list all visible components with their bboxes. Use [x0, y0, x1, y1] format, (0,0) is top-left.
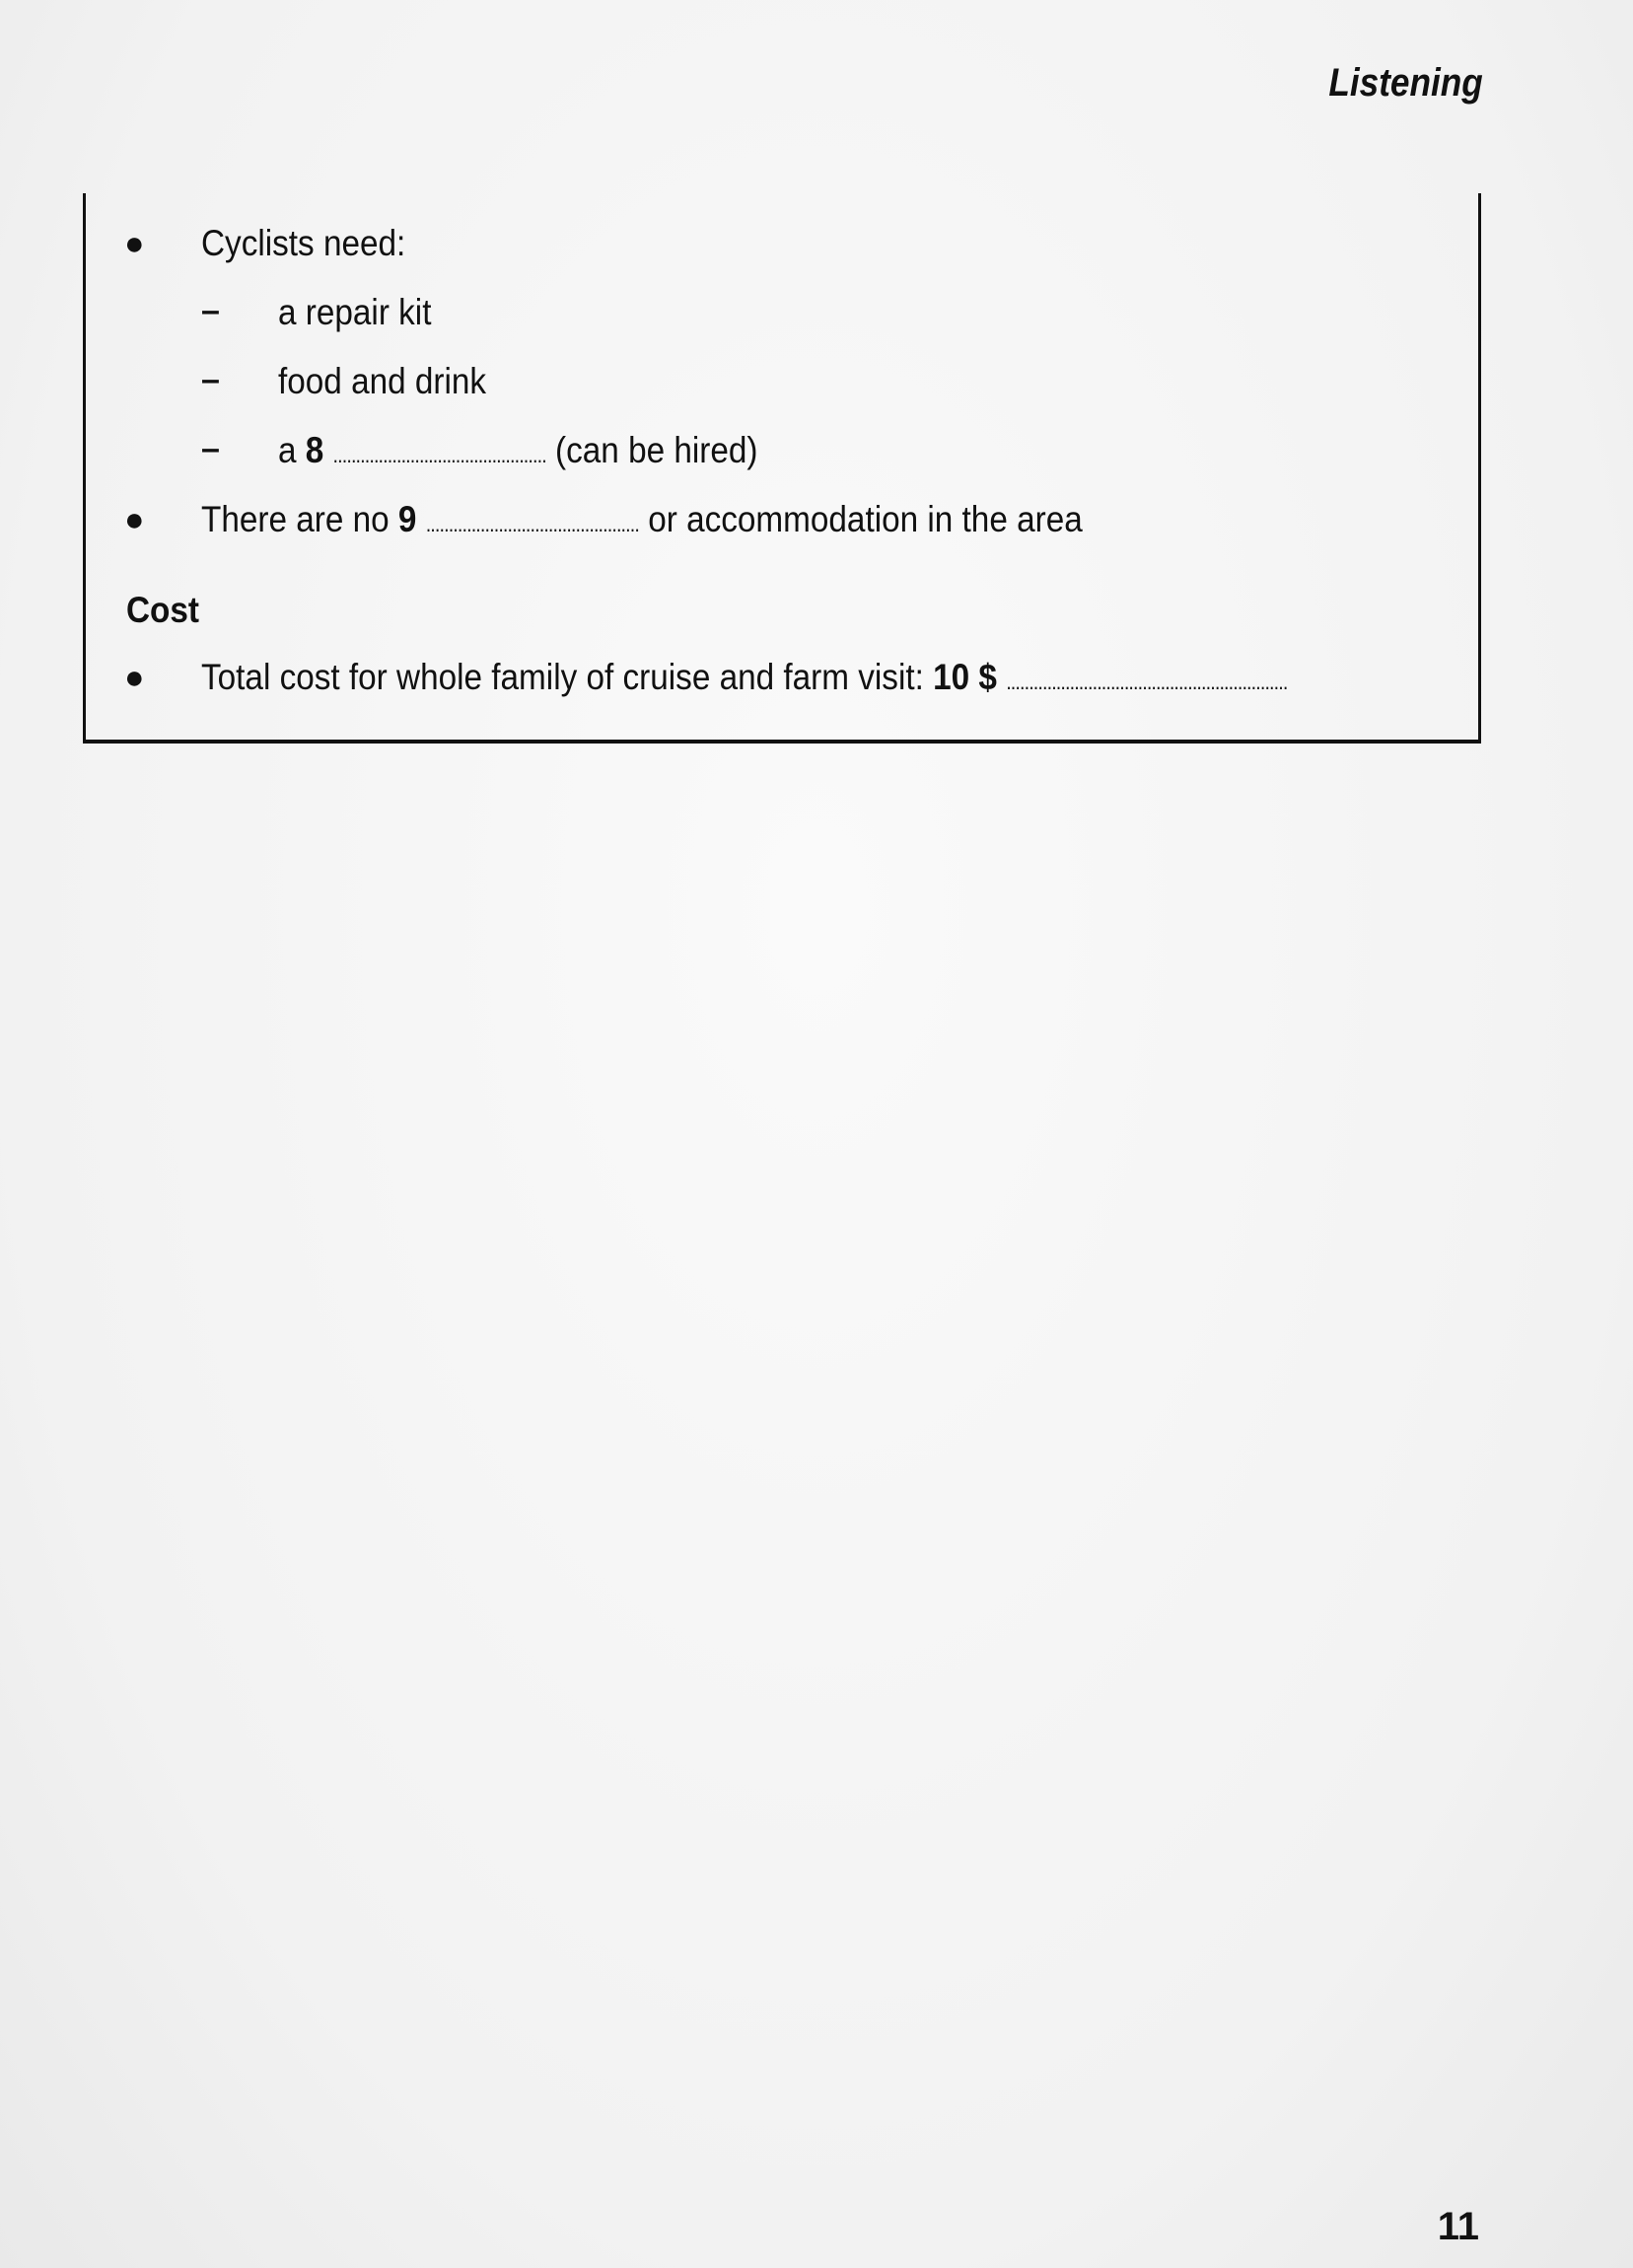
bullet-icon: ●	[124, 659, 145, 696]
question-10-prefix: Total cost for whole family of cruise and farm visit:	[201, 657, 924, 697]
equipment-item-food-drink: food and drink	[278, 361, 487, 401]
question-8-prefix: a	[278, 430, 297, 470]
question-9-answer-blank[interactable]: ...............................................	[425, 512, 639, 536]
dash-icon: –	[201, 430, 220, 467]
equipment-item-repair-kit: a repair kit	[278, 292, 432, 332]
equipment-intro: Cyclists need:	[201, 223, 406, 263]
question-8-answer-blank[interactable]: ...............................................	[332, 443, 546, 467]
question-9-suffix: or accommodation in the area	[648, 499, 1083, 539]
dash-icon: –	[201, 361, 220, 398]
question-8-suffix: (can be hired)	[555, 430, 758, 470]
question-10-line	[201, 657, 1287, 698]
bullet-icon: ●	[124, 225, 145, 262]
question-8-line	[278, 430, 758, 471]
question-8-number: 8	[305, 430, 324, 470]
dash-icon: –	[201, 292, 220, 329]
question-10-currency: $	[978, 657, 997, 697]
cost-heading: Cost	[126, 590, 200, 630]
question-10-number: 10	[933, 657, 970, 697]
bullet-icon: ●	[124, 501, 145, 538]
page-number: 11	[1437, 2205, 1479, 2248]
question-9-line	[201, 499, 1083, 540]
section-title: Listening	[1328, 61, 1483, 105]
question-10-answer-blank[interactable]: ..............................................................	[1006, 670, 1288, 694]
question-9-number: 9	[397, 499, 417, 539]
question-9-prefix: There are no	[201, 499, 390, 539]
